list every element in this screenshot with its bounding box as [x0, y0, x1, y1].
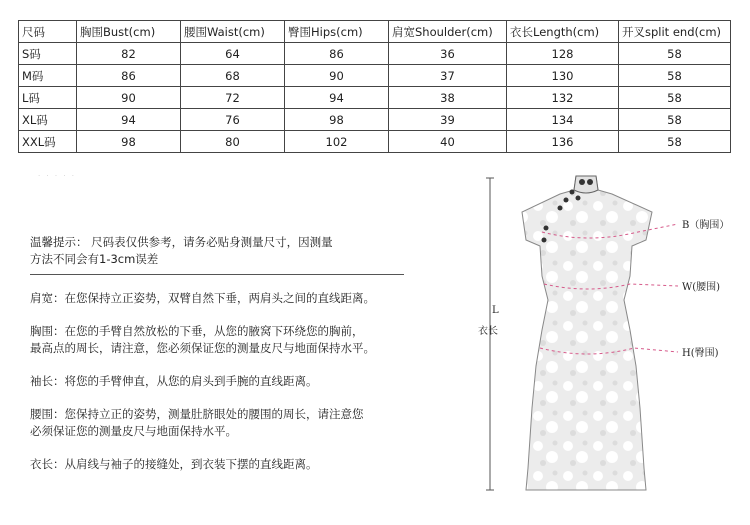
table-header-row — [19, 21, 731, 43]
hips-cell: 90 — [285, 65, 389, 87]
header-length: 衣长Length(cm) — [507, 21, 619, 43]
size-cell: XXL码 — [19, 131, 77, 153]
table-row — [19, 109, 731, 131]
shoulder-cell: 38 — [389, 87, 507, 109]
dress-measurement-diagram — [470, 168, 740, 513]
header-waist: 腰围Waist(cm) — [181, 21, 285, 43]
split-end-cell: 58 — [619, 43, 731, 65]
size-cell: S码 — [19, 43, 77, 65]
waist-cell: 76 — [181, 109, 285, 131]
bust-cell: 86 — [77, 65, 181, 87]
size-cell: XL码 — [19, 109, 77, 131]
tips-line: 方法不同会有1-3cm误差 — [30, 252, 159, 266]
length-cell: 134 — [507, 109, 619, 131]
tips-block — [30, 234, 410, 268]
split-end-cell: 58 — [619, 65, 731, 87]
measurement-notes — [30, 290, 425, 489]
bust-cell: 82 — [77, 43, 181, 65]
length-cell: 128 — [507, 43, 619, 65]
size-chart-table — [18, 20, 731, 153]
note-line: 最高点的周长，请注意，您必须保证您的测量皮尺与地面保持水平。 — [30, 341, 375, 355]
length-letter: L — [492, 305, 499, 316]
table-row — [19, 87, 731, 109]
note-line: 胸围：在您的手臂自然放松的下垂，从您的腋窝下环绕您的胸前， — [30, 324, 364, 338]
waist-cell: 64 — [181, 43, 285, 65]
length-cell: 132 — [507, 87, 619, 109]
bust-cell: 90 — [77, 87, 181, 109]
note-waist — [30, 406, 425, 440]
header-shoulder: 肩宽Shoulder(cm) — [389, 21, 507, 43]
table-row — [19, 131, 731, 153]
hips-label: H(臀围) — [682, 348, 719, 359]
hips-cell: 86 — [285, 43, 389, 65]
waist-cell: 80 — [181, 131, 285, 153]
length-cell: 130 — [507, 65, 619, 87]
split-end-cell: 58 — [619, 87, 731, 109]
dress-outline — [522, 176, 652, 490]
waist-cell: 72 — [181, 87, 285, 109]
note-length — [30, 456, 425, 473]
note-line: 袖长：将您的手臂伸直，从您的肩头到手腕的直线距离。 — [30, 374, 318, 388]
length-label: 衣长 — [478, 326, 498, 337]
note-line: 必须保证您的测量皮尺与地面保持水平。 — [30, 424, 237, 438]
hips-cell: 102 — [285, 131, 389, 153]
bust-cell: 94 — [77, 109, 181, 131]
faint-decoration: · · · · · — [38, 172, 77, 180]
table-row — [19, 65, 731, 87]
split-end-cell: 58 — [619, 109, 731, 131]
size-cell: M码 — [19, 65, 77, 87]
tips-line: 温馨提示： 尺码表仅供参考，请务必贴身测量尺寸，因测量 — [30, 235, 333, 249]
header-hips: 臀围Hips(cm) — [285, 21, 389, 43]
shoulder-cell: 40 — [389, 131, 507, 153]
bust-label: B（胸围） — [682, 220, 730, 231]
collar — [574, 176, 598, 193]
header-bust: 胸围Bust(cm) — [77, 21, 181, 43]
hips-cell: 94 — [285, 87, 389, 109]
header-size: 尺码 — [19, 21, 77, 43]
shoulder-cell: 39 — [389, 109, 507, 131]
shoulder-cell: 37 — [389, 65, 507, 87]
note-line: 肩宽：在您保持立正姿势，双臂自然下垂，两肩头之间的直线距离。 — [30, 291, 375, 305]
table-row — [19, 43, 731, 65]
length-cell: 136 — [507, 131, 619, 153]
header-split-end: 开叉split end(cm) — [619, 21, 731, 43]
shoulder-cell: 36 — [389, 43, 507, 65]
split-end-cell: 58 — [619, 131, 731, 153]
note-line: 衣长：从肩线与袖子的接缝处，到衣装下摆的直线距离。 — [30, 457, 318, 471]
note-line: 腰围：您保持立正的姿势，测量肚脐眼处的腰围的周长，请注意您 — [30, 407, 364, 421]
waist-cell: 68 — [181, 65, 285, 87]
bust-cell: 98 — [77, 131, 181, 153]
note-shoulder — [30, 290, 425, 307]
hips-cell: 98 — [285, 109, 389, 131]
tips-divider — [30, 274, 404, 275]
size-cell: L码 — [19, 87, 77, 109]
waist-label: W(腰围) — [682, 282, 721, 293]
note-sleeve — [30, 373, 425, 390]
note-bust — [30, 323, 425, 357]
